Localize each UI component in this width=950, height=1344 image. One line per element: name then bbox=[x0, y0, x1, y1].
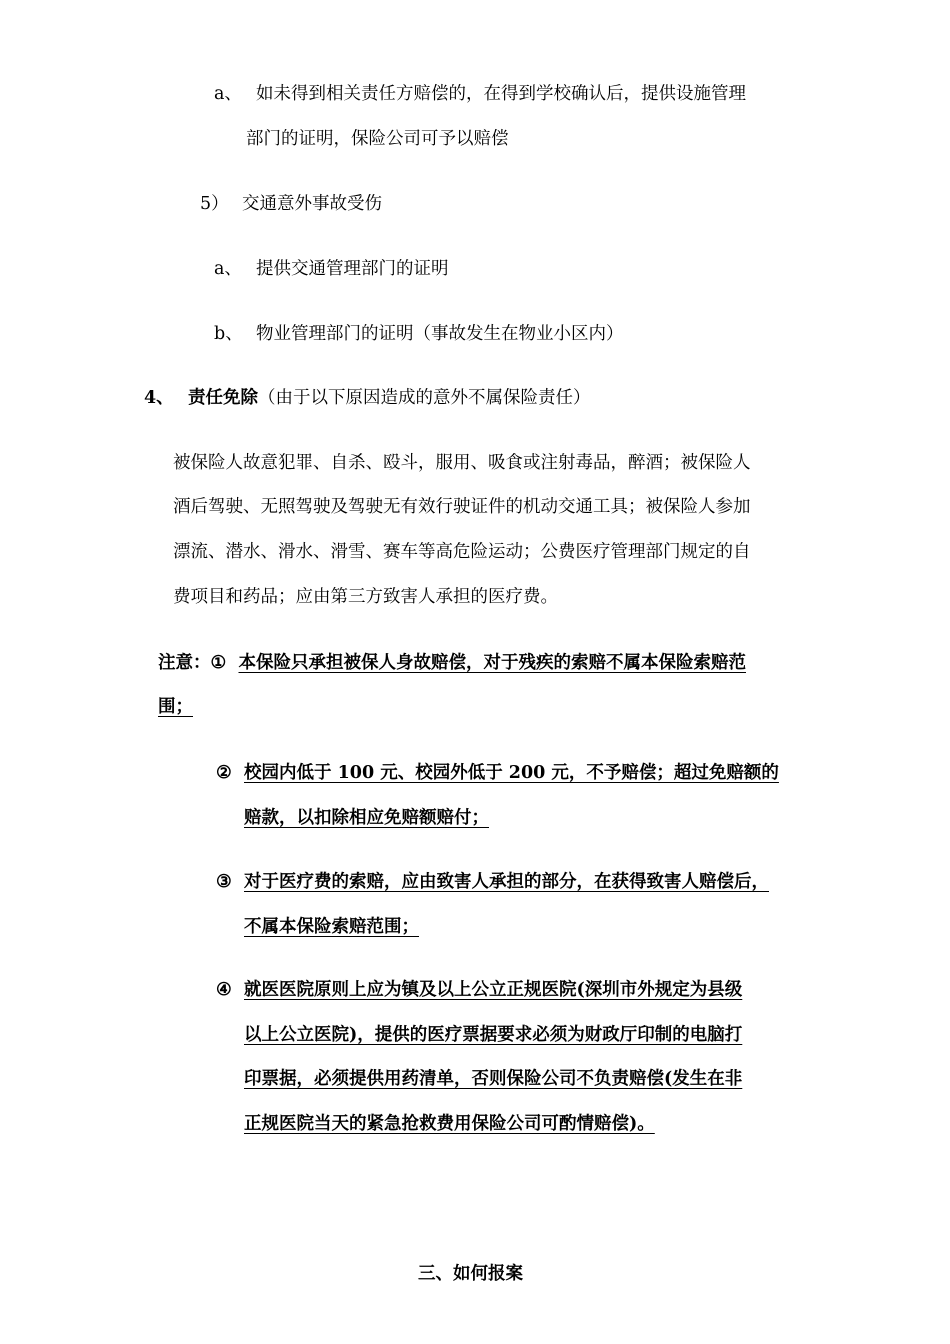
note-label: 注意： bbox=[158, 653, 211, 673]
note-3 bbox=[216, 870, 769, 894]
list-item-5 bbox=[200, 192, 382, 216]
list-item-5a bbox=[214, 257, 449, 281]
list-marker: 5） bbox=[200, 194, 229, 214]
list-item-a1-continuation: 部门的证明，保险公司可予以赔偿 bbox=[246, 129, 509, 149]
section-title: 责任免除 bbox=[188, 388, 258, 408]
exclusion-line-4: 费项目和药品；应由第三方致害人承担的医疗费。 bbox=[173, 587, 558, 607]
note-3-continuation: 不属本保险索赔范围； bbox=[244, 917, 419, 937]
list-item-text: 提供交通管理部门的证明 bbox=[256, 259, 449, 279]
section-number: 4、 bbox=[144, 388, 174, 408]
note-4 bbox=[216, 978, 742, 1002]
section-subtitle: （由于以下原因造成的意外不属保险责任） bbox=[258, 388, 591, 408]
note-marker: ④ bbox=[216, 980, 232, 1000]
note-4-continuation-3: 正规医院当天的紧急抢救费用保险公司可酌情赔偿)。 bbox=[244, 1114, 655, 1134]
list-marker: b、 bbox=[214, 324, 243, 344]
note-4-continuation-2: 印票据，必须提供用药清单，否则保险公司不负责赔偿(发生在非 bbox=[244, 1069, 743, 1089]
note-marker: ③ bbox=[216, 872, 232, 892]
note-2-continuation: 赔款，以扣除相应免赔额赔付； bbox=[244, 808, 489, 828]
list-item-text: 如未得到相关责任方赔偿的，在得到学校确认后，提供设施管理 bbox=[256, 84, 746, 104]
exclusion-line-3: 漂流、潜水、滑水、滑雪、赛车等高危险运动；公费医疗管理部门规定的自 bbox=[173, 542, 751, 562]
note-1 bbox=[158, 651, 746, 675]
note-2 bbox=[216, 761, 779, 785]
note-marker: ② bbox=[216, 763, 232, 783]
list-item-a1 bbox=[214, 82, 746, 106]
note-marker: ① bbox=[210, 653, 227, 673]
note-text: 校园内低于 100 元、校园外低于 200 元，不予赔偿；超过免赔额的 bbox=[244, 763, 779, 783]
list-item-5b bbox=[214, 322, 624, 346]
note-text: 本保险只承担被保人身故赔偿，对于残疾的索赔不属本保险索赔范 bbox=[238, 653, 746, 673]
exclusion-line-1: 被保险人故意犯罪、自杀、殴斗，服用、吸食或注射毒品，醉酒；被保险人 bbox=[173, 453, 751, 473]
list-marker: a、 bbox=[214, 259, 242, 279]
note-1-continuation: 围； bbox=[158, 697, 193, 717]
note-text: 就医医院原则上应为镇及以上公立正规医院(深圳市外规定为县级 bbox=[244, 980, 743, 1000]
exclusion-line-2: 酒后驾驶、无照驾驶及驾驶无有效行驶证件的机动交通工具；被保险人参加 bbox=[173, 497, 751, 517]
section-heading-3: 三、如何报案 bbox=[418, 1264, 523, 1284]
note-4-continuation-1: 以上公立医院)，提供的医疗票据要求必须为财政厅印制的电脑打 bbox=[244, 1025, 743, 1045]
list-item-text: 交通意外事故受伤 bbox=[242, 194, 382, 214]
list-item-text: 物业管理部门的证明（事故发生在物业小区内） bbox=[256, 324, 624, 344]
note-text: 对于医疗费的索赔，应由致害人承担的部分，在获得致害人赔偿后， bbox=[244, 872, 769, 892]
section-heading-4 bbox=[144, 386, 591, 410]
list-marker: a、 bbox=[214, 84, 242, 104]
